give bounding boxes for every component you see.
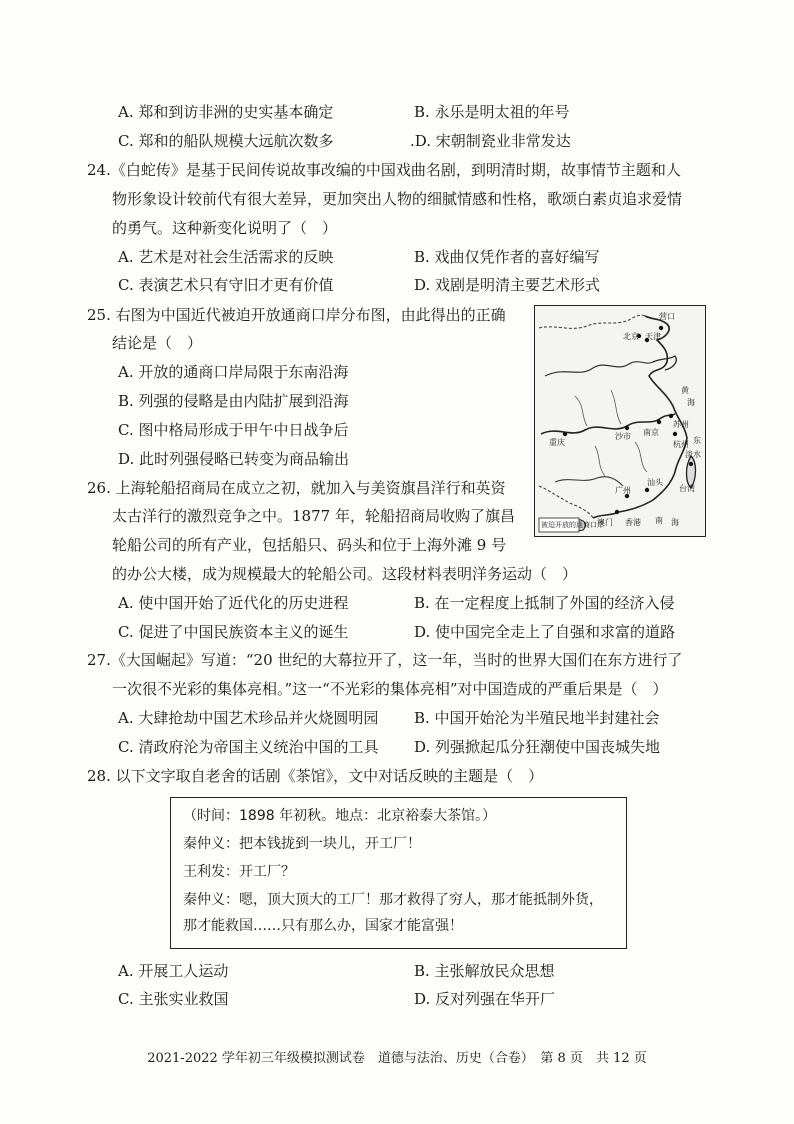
label-danshui: 淡水 (685, 450, 701, 459)
border-south (539, 486, 593, 518)
q28-stem-line1: 28. 以下文字取自老舍的话剧《茶馆》，文中对话反映的主题是（ ） (87, 767, 544, 785)
q26-stem-line3: 轮船公司的所有产业，包括船只、码头和位于上海外滩 9 号 (112, 536, 507, 554)
q26-stem-line2: 太古洋行的激烈竞争之中。1877 年，轮船招商局收购了旗昌 (112, 507, 515, 525)
q23-option-d: .D. 宋朝制瓷业非常发达 (410, 132, 571, 150)
excerpt-line3: 王利发：开工厂？ (183, 864, 295, 880)
yellow-river (545, 362, 653, 376)
q24-stem-line2: 物形象设计较前代有很大差异，更加突出人物的细腻情感和性格，歌颂白素贞追求爱情 (112, 190, 683, 208)
label-nanjing: 南京 (643, 428, 659, 437)
q27-option-a: A. 大肆抢劫中国艺术珍品并火烧圆明园 (118, 709, 379, 727)
q26-stem-line4: 的办公大楼，成为规模最大的轮船公司。这段材料表明洋务运动（ ） (112, 565, 578, 583)
rivers-misc (575, 390, 647, 476)
shandong-peninsula (653, 356, 676, 370)
q25-option-a: A. 开放的通商口岸局限于东南沿海 (118, 363, 349, 381)
q25-stem-line2: 结论是（ ） (112, 334, 203, 352)
q23-option-b: B. 永乐是明太祖的年号 (414, 103, 570, 121)
label-xianggang: 香港 (625, 518, 641, 527)
q23-option-c: C. 郑和的船队规模大远航次数多 (118, 132, 334, 150)
label-yingkou: 营口 (659, 312, 675, 321)
label-hangzhou: 杭州 (673, 440, 689, 449)
q26-option-d: D. 使中国完全走上了自强和求富的道路 (414, 623, 676, 641)
q23-option-a: A. 郑和到访非洲的史实基本确定 (118, 103, 334, 121)
q25-option-b: B. 列强的侵略是由内陆扩展到沿海 (118, 392, 349, 410)
label-chongqing: 重庆 (549, 438, 565, 447)
q25-stem-line1: 25. 右图为中国近代被迫开放通商口岸分布图，由此得出的正确 (87, 306, 506, 324)
q26-stem-line1: 26. 上海轮船招商局在成立之初，就加入与美资旗昌洋行和英资 (87, 479, 506, 497)
label-tianjin: 天津 (645, 332, 661, 341)
q28-option-c: C. 主张实业救国 (118, 990, 229, 1008)
q27-stem-line1: 27.《大国崛起》写道：“20 世纪的大幕拉开了，这一年，当时的世界大国们在东方进行了 (87, 651, 683, 669)
label-nan: 南 (655, 516, 663, 525)
label-legend: 被迫开放的通商口岸 (541, 521, 604, 529)
page-footer: 2021-2022 学年初三年级模拟测试卷 道德与法治、历史（合卷） 第 8 页 共 12 页 (147, 1051, 647, 1066)
label-shantou: 汕头 (647, 478, 663, 487)
label-hai2: 海 (671, 518, 679, 527)
label-dong: 东 (693, 436, 701, 445)
excerpt-line4: 秦仲义：嗯，顶大顶大的工厂！那才救得了穷人，那才能抵制外货， (183, 892, 603, 908)
q25-option-c: C. 图中格局形成于甲午中日战争后 (118, 421, 349, 439)
excerpt-line2: 秦仲义：把本钱拢到一块儿，开工厂！ (183, 836, 421, 852)
treaty-ports-map (534, 305, 706, 537)
q26-option-a: A. 使中国开始了近代化的历史进程 (118, 594, 349, 612)
q27-stem-line2: 一次很不光彩的集体亮相。”这一“不光彩的集体亮相”对中国造成的严重后果是（ ） (112, 680, 668, 698)
label-taiwan: 台湾 (679, 484, 695, 493)
q26-option-b: B. 在一定程度上抵制了外国的经济入侵 (414, 594, 675, 612)
q28-option-a: A. 开展工人运动 (118, 962, 229, 980)
q24-option-d: D. 戏剧是明清主要艺术形式 (414, 276, 601, 294)
q24-option-a: A. 艺术是对社会生活需求的反映 (118, 248, 334, 266)
q28-option-b: B. 主张解放民众思想 (414, 962, 555, 980)
label-guangzhou: 广州 (615, 486, 631, 495)
border-north (539, 315, 645, 328)
label-suzhou: 苏州 (673, 420, 689, 429)
excerpt-line1: （时间：1898 年初秋。地点：北京裕泰大茶馆。） (183, 808, 497, 824)
label-huanghai: 黄 (681, 386, 689, 395)
teahouse-excerpt-box (170, 797, 627, 949)
label-hai1: 海 (687, 398, 695, 407)
q28-option-d: D. 反对列强在华开厂 (414, 990, 556, 1008)
q24-option-c: C. 表演艺术只有守旧才更有价值 (118, 276, 334, 294)
q24-stem-line3: 的勇气。这种新变化说明了（ ） (112, 219, 338, 237)
excerpt-line5: 那才能救国……只有那么办，国家才能富强！ (183, 918, 463, 934)
pearl-river (555, 477, 623, 486)
q26-option-c: C. 促进了中国民族资本主义的诞生 (118, 623, 349, 641)
label-aomen: 澳门 (597, 518, 613, 527)
q25-option-d: D. 此时列强侵略已转变为商品输出 (118, 450, 350, 468)
q24-option-b: B. 戏曲仅凭作者的喜好编写 (414, 248, 600, 266)
q27-option-b: B. 中国开始沦为半殖民地半封建社会 (414, 709, 660, 727)
label-shashi: 沙市 (615, 432, 631, 441)
q24-stem-line1: 24.《白蛇传》是基于民间传说故事改编的中国戏曲名剧，到明清时期，故事情节主题和人 (87, 161, 681, 179)
q27-option-c: C. 清政府沦为帝国主义统治中国的工具 (118, 738, 379, 756)
label-beijing: 北京 (623, 332, 639, 341)
q27-option-d: D. 列强掀起瓜分狂潮使中国丧城失地 (414, 738, 661, 756)
